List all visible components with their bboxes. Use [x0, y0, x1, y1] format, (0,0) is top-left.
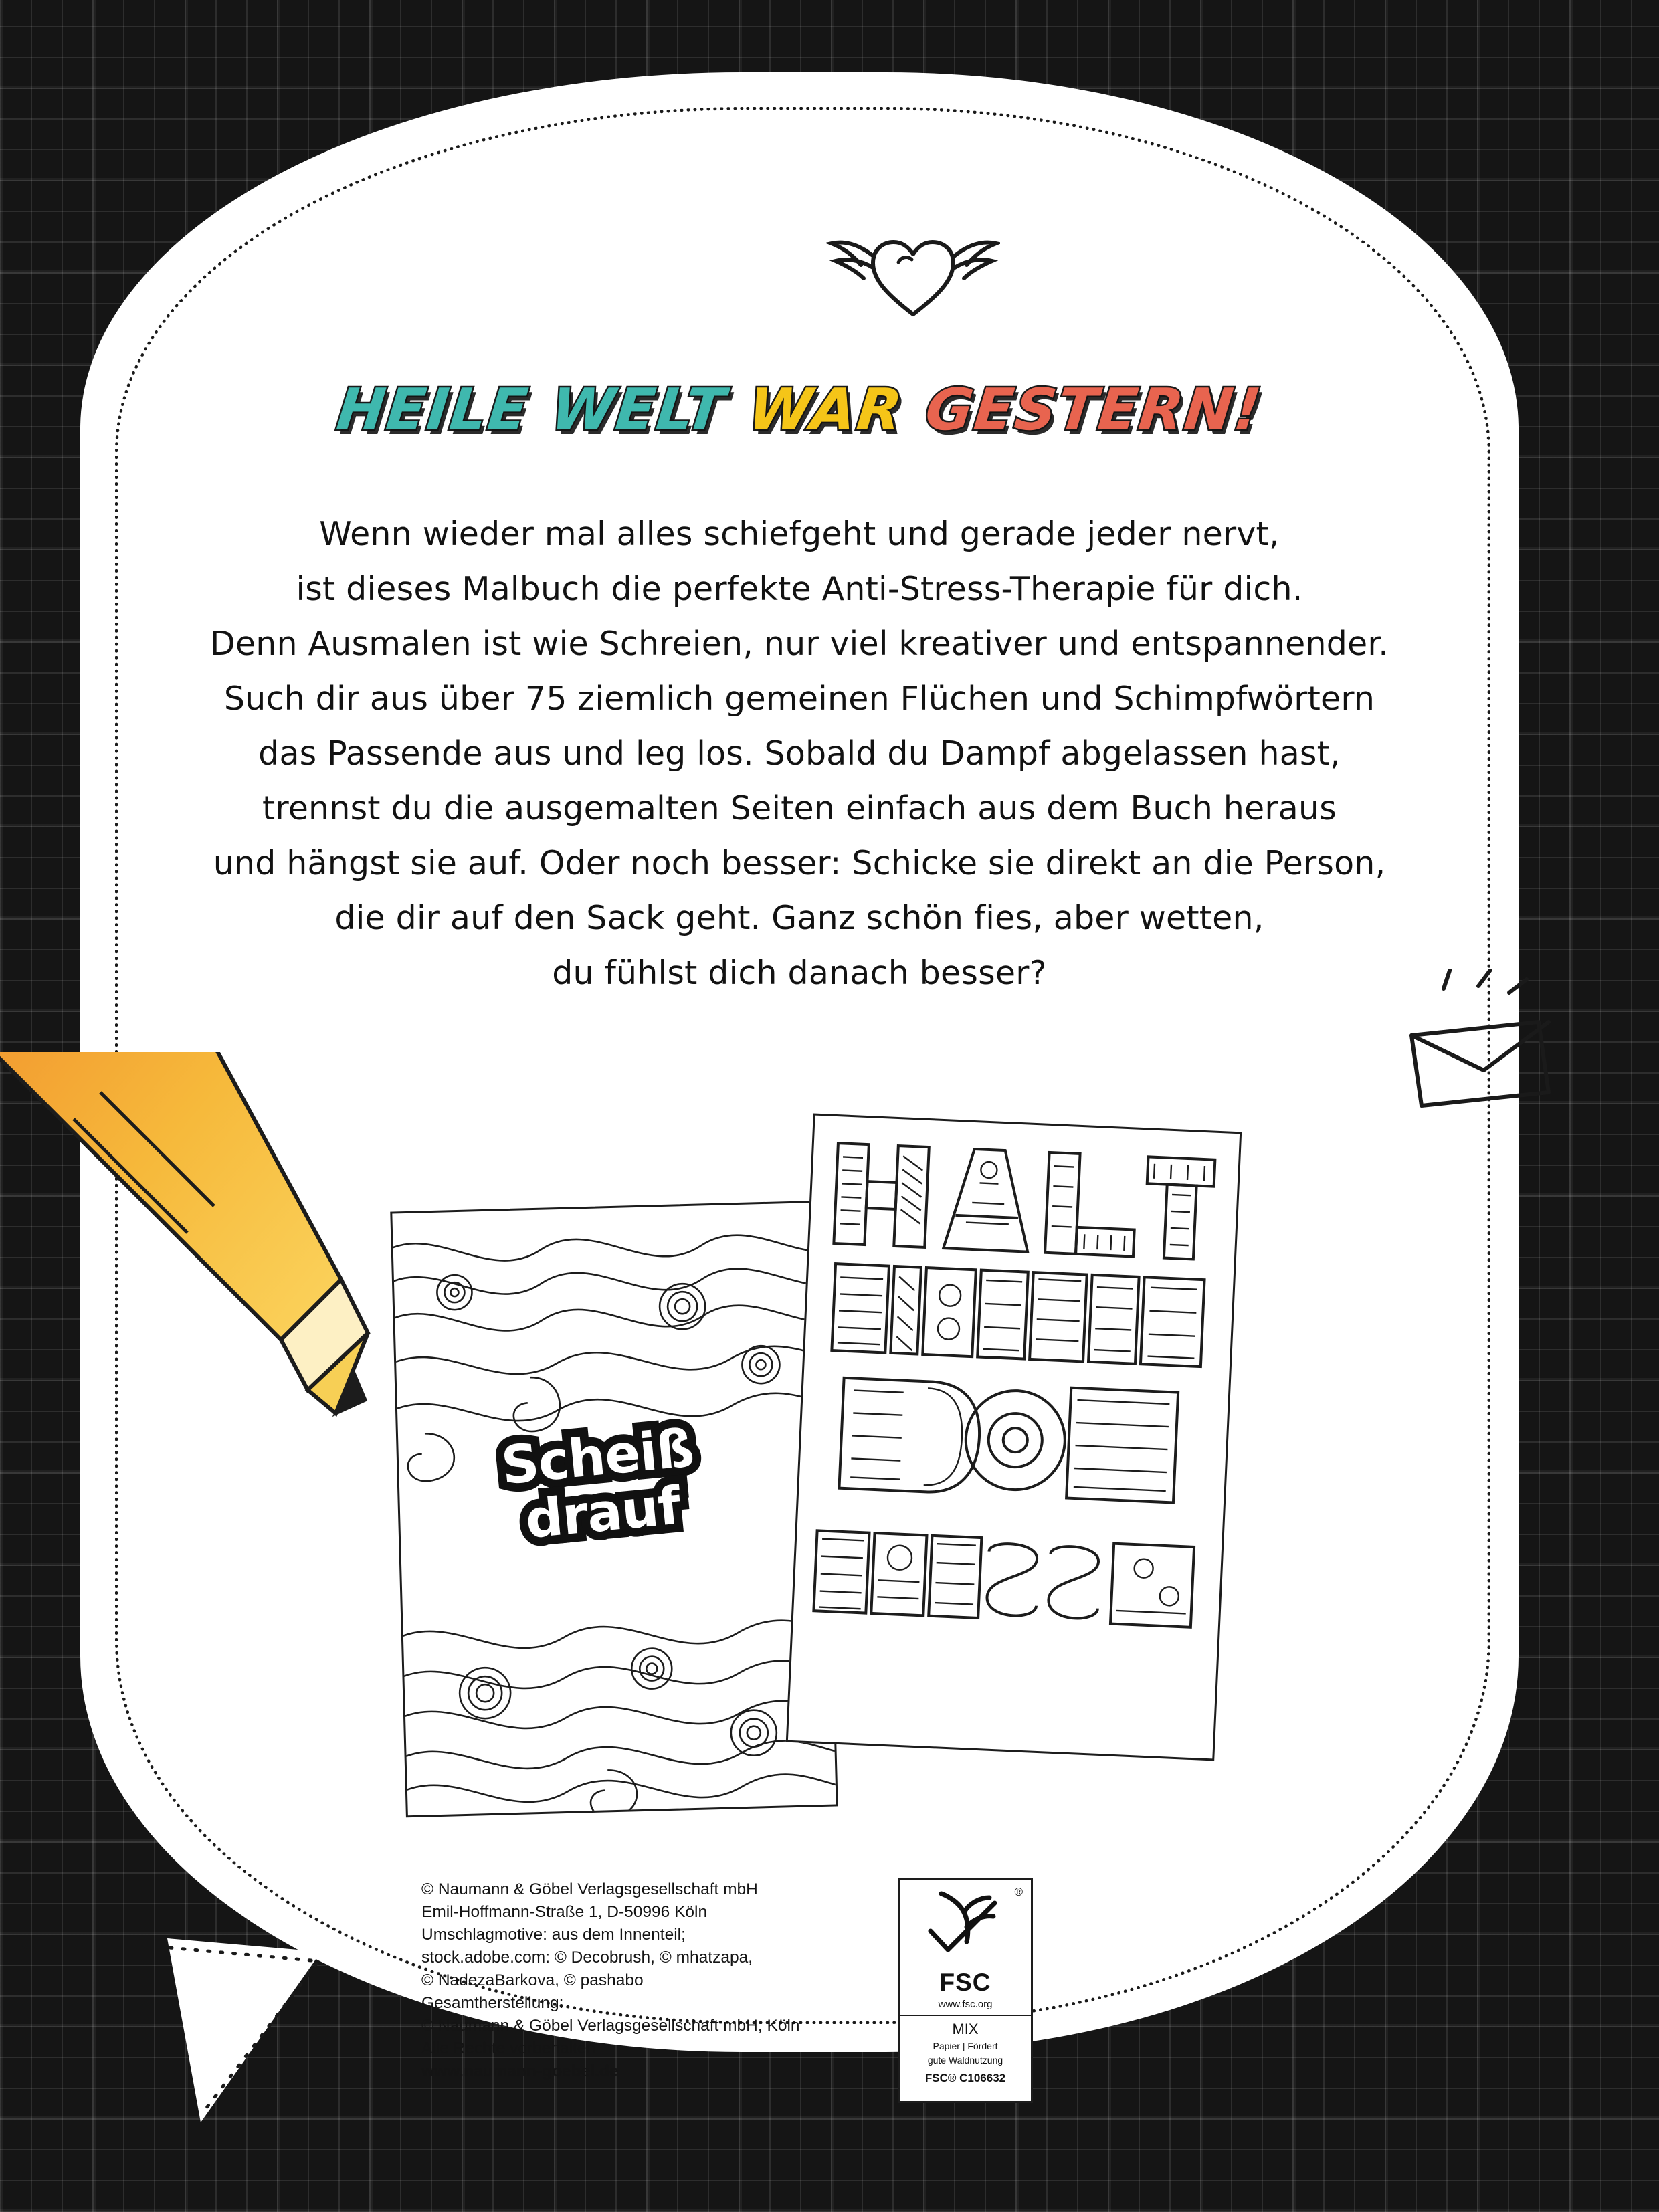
blurb-text — [201, 507, 1398, 1001]
sample-pages-group — [80, 1116, 1519, 1865]
fsc-license-code: FSC® C106632 — [924, 2072, 1006, 2084]
publisher-website-link[interactable]: www.naumann-goebel.de — [421, 2062, 619, 2080]
blurb-line: die dir auf den Sack geht. Ganz schön fies, aber wetten, — [334, 899, 1264, 937]
sample-sheet-halt-einfach-die-fresse — [786, 1113, 1242, 1761]
blurb-line: trennst du die ausgemalten Seiten einfach aus dem Buch heraus — [262, 789, 1337, 827]
blurb-line: ist dieses Malbuch die perfekte Anti-Stress-Therapie für dich. — [296, 570, 1303, 608]
headline-word-1: HEILE — [333, 377, 532, 443]
page-title — [80, 377, 1519, 443]
imprint-line: Emil-Hoffmann-Straße 1, D-50996 Köln — [421, 1903, 708, 1921]
winged-heart-icon — [826, 226, 1000, 320]
blurb-line: Denn Ausmalen ist wie Schreien, nur viel kreativer und entspannender. — [210, 625, 1389, 663]
imprint-line: © Naumann & Göbel Verlagsgesellschaft mbH, Köln — [421, 2017, 800, 2035]
headline-word-2: WELT — [548, 377, 730, 443]
pencil-icon — [0, 1052, 475, 1467]
fsc-claim-line-1: Papier | Fördert — [933, 2041, 998, 2051]
headline-word-4: GESTERN! — [922, 377, 1266, 443]
divider — [900, 2015, 1031, 2016]
blurb-line: und hängst sie auf. Oder noch besser: Schicke sie direkt an die Person, — [213, 844, 1386, 882]
fsc-url: www.fsc.org — [938, 1999, 993, 2010]
imprint-line: Alle Rechte vorbehalten — [421, 2039, 596, 2057]
sample-badge-line-1: Scheiß — [498, 1418, 696, 1497]
fsc-mix-label: MIX — [952, 2021, 979, 2037]
speech-bubble — [80, 72, 1519, 2099]
fsc-wordmark: FSC — [939, 1969, 991, 1996]
imprint-line: stock.adobe.com: © Decobrush, © mhatzapa, — [421, 1948, 753, 1967]
speech-bubble-tail-icon — [161, 1932, 334, 2126]
fsc-claim-line-2: gute Waldnutzung — [927, 2055, 1003, 2066]
sample-badge-line-2: drauf — [522, 1476, 683, 1551]
imprint-line: © Naumann & Göbel Verlagsgesellschaft mbH — [421, 1880, 758, 1898]
doodle-lettering-icon — [788, 1116, 1240, 1759]
imprint-line: Gesamtherstellung: — [421, 1994, 564, 2012]
imprint-line: Umschlagmotive: aus dem Innenteil; — [421, 1926, 686, 1944]
blurb-line: das Passende aus und leg los. Sobald du Dampf abgelassen hast, — [258, 734, 1341, 773]
fsc-tree-logo-icon — [900, 1880, 1031, 1967]
fsc-certification-label — [898, 1878, 1033, 2103]
blurb-line: Such dir aus über 75 ziemlich gemeinen Flüchen und Schimpfwörtern — [223, 680, 1375, 718]
blurb-line: du fühlst dich danach besser? — [552, 954, 1047, 992]
envelope-icon — [1371, 969, 1572, 1136]
blurb-line: Wenn wieder mal alles schiefgeht und gerade jeder nervt, — [319, 515, 1280, 553]
imprint-line: © NadezaBarkova, © pashabo — [421, 1971, 644, 1989]
registered-mark: ® — [1014, 1886, 1023, 1898]
headline-word-3: WAR — [745, 377, 907, 443]
imprint-block — [421, 1878, 930, 2083]
